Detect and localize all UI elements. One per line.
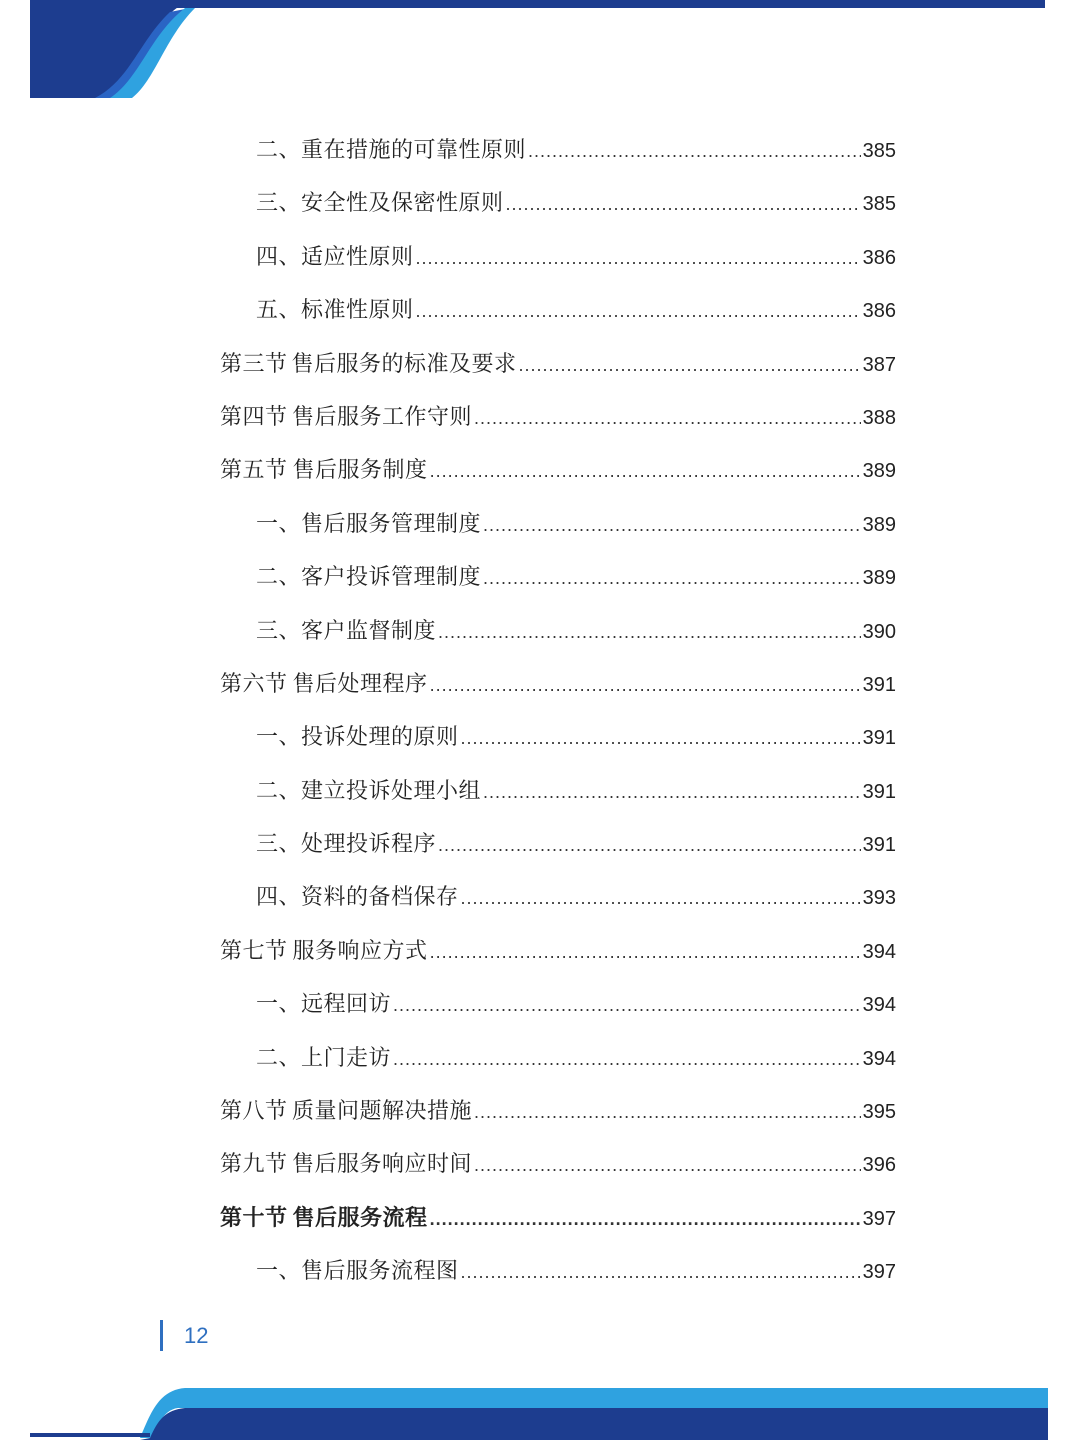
- toc-dot-leader: [474, 1139, 861, 1192]
- toc-dot-leader: [483, 552, 861, 605]
- toc-entry-label: 第十节: [220, 1204, 288, 1231]
- toc-entry-page: 386: [862, 246, 896, 269]
- toc-entry-title: 质量问题解决措施: [292, 1099, 473, 1125]
- toc-entry-label: 三、客户监督制度: [256, 618, 437, 644]
- toc-entry-page: 385: [862, 140, 896, 162]
- toc-dot-leader: [461, 872, 861, 925]
- toc-entry-label: 二、建立投诉处理小组: [256, 778, 482, 804]
- toc-dot-leader: [519, 339, 861, 392]
- toc-entry[interactable]: [220, 1245, 896, 1298]
- toc-dot-leader: [461, 712, 861, 765]
- toc-entry-label: 第七节: [220, 938, 288, 964]
- toc-entry-page: 391: [862, 727, 896, 750]
- toc-entry[interactable]: [220, 1138, 896, 1191]
- toc-dot-leader: [461, 1246, 861, 1299]
- toc-dot-leader: [528, 125, 861, 178]
- toc-entry-page: 391: [862, 673, 896, 696]
- page-number-bar: [160, 1320, 163, 1351]
- toc-entry-page: 389: [862, 567, 896, 590]
- toc-dot-leader: [416, 232, 861, 285]
- toc-dot-leader: [474, 392, 861, 445]
- toc-entry-label: 第四节: [220, 404, 288, 430]
- toc-dot-leader: [506, 178, 861, 231]
- toc-entry-title: 售后服务流程: [292, 1204, 428, 1231]
- toc-entry-page: 397: [862, 1207, 896, 1230]
- toc-entry-title: 售后服务工作守则: [292, 404, 473, 430]
- toc-entry[interactable]: [220, 818, 896, 871]
- toc-dot-leader: [474, 1086, 861, 1139]
- toc-entry-page: 391: [862, 780, 896, 803]
- toc-dot-leader: [393, 1033, 861, 1086]
- toc-entry-label: 第六节: [220, 671, 288, 697]
- toc-entry-title: 服务响应方式: [292, 938, 428, 964]
- toc-entry-label: 第八节: [220, 1099, 288, 1125]
- toc-entry-page: 395: [862, 1101, 896, 1124]
- page-number: 12: [184, 1323, 209, 1348]
- toc-entry-page: 389: [862, 513, 896, 536]
- toc-dot-leader: [430, 445, 861, 498]
- toc-entry-title: 售后服务的标准及要求: [291, 351, 517, 377]
- toc-dot-leader: [430, 659, 861, 712]
- toc-entry[interactable]: [220, 1032, 896, 1085]
- toc-entry-label: 第三节: [220, 351, 288, 377]
- toc-entry-page: 394: [862, 940, 896, 963]
- footer-dark-band: [140, 1408, 1048, 1440]
- toc-entry-label: 四、资料的备档保存: [256, 885, 459, 911]
- toc-entry[interactable]: [220, 231, 896, 284]
- toc-entry-label: 二、重在措施的可靠性原则: [256, 138, 527, 163]
- toc-entry-label: 五、标准性原则: [256, 298, 414, 324]
- toc-dot-leader: [430, 1193, 861, 1246]
- toc-dot-leader: [416, 285, 861, 338]
- toc-entry-page: 386: [862, 300, 896, 323]
- toc-entry-title: 售后服务制度: [292, 458, 428, 484]
- toc-entry[interactable]: [220, 1085, 896, 1138]
- toc-entry-page: 389: [862, 460, 896, 483]
- toc-entry-page: 385: [862, 193, 896, 216]
- toc-entry[interactable]: [220, 658, 896, 711]
- toc-entry[interactable]: [220, 871, 896, 924]
- toc-dot-leader: [393, 979, 861, 1032]
- toc-entry[interactable]: [220, 284, 896, 337]
- toc-entry-page: 394: [862, 1047, 896, 1070]
- toc-entry[interactable]: [220, 925, 896, 978]
- toc-entry-label: 三、处理投诉程序: [256, 832, 437, 858]
- toc-entry-label: 一、售后服务流程图: [256, 1259, 459, 1285]
- toc-entry[interactable]: [220, 978, 896, 1031]
- toc-entry[interactable]: [220, 1192, 896, 1245]
- toc-dot-leader: [483, 766, 861, 819]
- toc-entry-label: 二、上门走访: [256, 1045, 392, 1071]
- toc-entry-page: 391: [862, 834, 896, 857]
- toc-dot-leader: [438, 606, 861, 659]
- toc-entry[interactable]: [220, 711, 896, 764]
- toc-entry-page: 393: [862, 887, 896, 910]
- toc-entry-page: 394: [862, 994, 896, 1017]
- toc-entry-label: 一、远程回访: [256, 992, 392, 1018]
- toc-entry-page: 387: [862, 353, 896, 376]
- toc-entry-label: 四、适应性原则: [256, 244, 414, 270]
- toc-entry-label: 三、安全性及保密性原则: [256, 191, 504, 217]
- toc-dot-leader: [430, 926, 861, 979]
- toc-entry[interactable]: [220, 391, 896, 444]
- toc-entry-page: 388: [862, 406, 896, 429]
- header-decoration: [0, 0, 1080, 110]
- toc-dot-leader: [438, 819, 861, 872]
- toc-entry-label: 第九节: [220, 1152, 288, 1178]
- toc-entry[interactable]: [220, 444, 896, 497]
- header-corner-dark: [30, 0, 190, 98]
- table-of-contents: [220, 124, 896, 1299]
- toc-dot-leader: [483, 499, 861, 552]
- toc-entry-page: 396: [862, 1154, 896, 1177]
- toc-entry[interactable]: [220, 605, 896, 658]
- toc-entry-page: 390: [862, 620, 896, 643]
- toc-entry[interactable]: [220, 177, 896, 230]
- toc-entry[interactable]: [220, 551, 896, 604]
- toc-entry[interactable]: [220, 338, 896, 391]
- toc-entry-title: 售后服务响应时间: [292, 1152, 473, 1178]
- toc-entry[interactable]: [220, 124, 896, 177]
- toc-entry-label: 一、售后服务管理制度: [256, 511, 482, 537]
- toc-entry-title: 售后处理程序: [292, 671, 428, 697]
- toc-entry-label: 二、客户投诉管理制度: [256, 565, 482, 591]
- footer-bottom-line: [30, 1433, 150, 1437]
- toc-entry-page: 397: [862, 1261, 896, 1284]
- toc-entry-label: 一、投诉处理的原则: [256, 725, 459, 751]
- toc-entry[interactable]: [220, 498, 896, 551]
- toc-entry[interactable]: [220, 765, 896, 818]
- toc-entry-label: 第五节: [220, 458, 288, 484]
- footer-decoration: [0, 1380, 1080, 1440]
